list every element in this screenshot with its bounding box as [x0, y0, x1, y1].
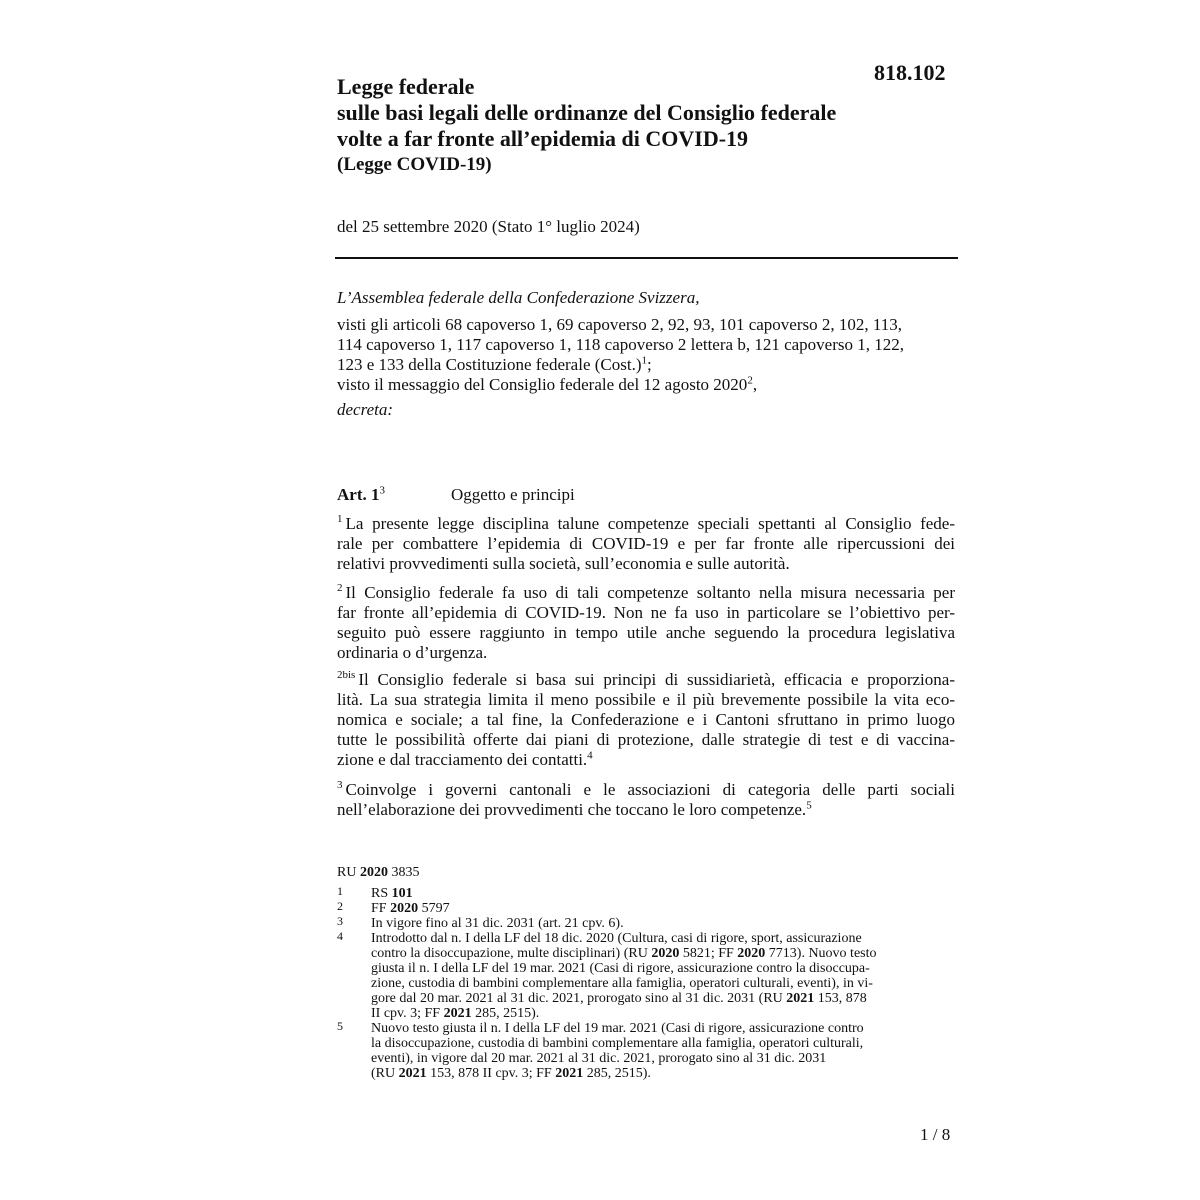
sr-number: 818.102 [874, 60, 946, 85]
footnote-text: In vigore fino al 31 dic. 2031 (art. 21 cpv. 6). [371, 916, 624, 931]
footnote-text: Nuovo testo giusta il n. I della LF del 19 mar. 2021 (Casi di rigore, assicurazione contro la disoccupazione, custodia di bambini complementare alla famiglia, operatori culturali, eventi), in vigore dal 20 mar. 2021 al 31 dic. 2021, prorogato sino al 31 dic. 2031 (RU 2021 153, 878 II cpv. 3; FF 2021 285, 2515). [371, 1021, 864, 1081]
footnote-text: RS 101 [371, 886, 413, 901]
title-line: volte a far fronte all’epidemia di COVID-19 [337, 126, 749, 151]
footnote-ref[interactable]: 1 [641, 354, 647, 367]
law-title [337, 74, 917, 152]
preamble-line: visti gli articoli 68 capoverso 1, 69 capoverso 2, 92, 93, 101 capoverso 2, 102, 113, [337, 315, 902, 334]
preamble-messaggio: visto il messaggio del Consiglio federale del 12 agosto 2020$^2$, [337, 374, 758, 394]
footnote [337, 916, 957, 931]
paragraph-marker: 3 [337, 779, 343, 792]
article-number: Art. 1 [337, 485, 380, 504]
header-divider [335, 257, 958, 259]
title-line: sulle basi legali delle ordinanze del Consiglio federale [337, 100, 837, 125]
footnote-text: FF 2020 5797 [371, 901, 450, 916]
preamble-line: 123 e 133 della Costituzione federale (Cost.)$^1$; [337, 354, 652, 374]
article-paragraph: $^1$ La presente legge disciplina talune competenze speciali spettanti al Consiglio fede- rale per combattere l’epidemia di COVID-19 e per far fronte alle ripercussioni dei relativi provvedimenti sulla società, sull’economia e sulle autorità. [337, 513, 955, 573]
paragraph-marker: 1 [337, 513, 343, 526]
footnote [337, 1021, 957, 1081]
footnote-text: Introdotto dal n. I della LF del 18 dic. 2020 (Cultura, casi di rigore, sport, assicurazione contro la disoccupazione, multe disciplinari) (RU 2020 5821; FF 2020 7713). Nuovo testo giusta il n. I della LF del 19 mar. 2021 (Casi di rigore, assicurazione contro la disoccupa- zione, custodia di bambini complementare alla famiglia, operatori culturali, eventi), in vi- gore dal 20 mar. 2021 al 31 dic. 2021, prorogato sino al 31 dic. 2031 (RU 2021 153, 878 II cpv. 3; FF 2021 285, 2515). [371, 931, 877, 1021]
article-paragraph: $^3$ Coinvolge i governi cantonali e le associazioni di categoria delle parti sociali nell’elaborazione dei provvedimenti che toccano le loro competenze.$^5$ [337, 779, 955, 819]
footnote-ref[interactable]: 4 [587, 749, 593, 762]
article-heading [337, 484, 575, 505]
footnotes [337, 886, 957, 1081]
preamble-line: 114 capoverso 1, 117 capoverso 1, 118 capoverso 2 lettera b, 121 capoverso 1, 122, [337, 335, 904, 354]
footnote-number: 3 [337, 914, 343, 928]
paragraph-marker: 2 [337, 582, 343, 595]
preamble-decreta: decreta: [337, 400, 394, 419]
footnote-number: 1 [337, 884, 343, 898]
date-line: del 25 settembre 2020 (Stato 1° luglio 2024) [337, 217, 640, 236]
short-title: (Legge COVID-19) [337, 154, 492, 175]
footnote-number: 2 [337, 899, 343, 913]
footnote-number: 4 [337, 929, 343, 943]
title-line: Legge federale [337, 74, 475, 99]
footnote [337, 886, 957, 901]
footnote-ref[interactable]: 2 [747, 374, 753, 387]
article-title: Oggetto e principi [451, 485, 575, 504]
footnote-ref[interactable]: 5 [806, 799, 812, 812]
preamble-visti [337, 315, 955, 395]
footnote [337, 931, 957, 1021]
paragraph-marker: 2bis [337, 669, 356, 682]
footnote [337, 901, 957, 916]
article-paragraph: $^{2bis}$ Il Consiglio federale si basa sui principi di sussidiarietà, efficacia e proporziona- lità. La sua strategia limita il meno possibile e il più brevemente possibile la vita eco- nomica e sociale; a tal fine, la Confederazione e i Cantoni sfruttano in primo luogo tutte le possibilità offerte dai piani di protezione, dalle strategie di test e di vaccina- zione e dal tracciamento dei contatti.$^4$ [337, 669, 955, 769]
preamble-assembly: L’Assemblea federale della Confederazione Svizzera, [337, 288, 700, 307]
ru-reference: RU 2020 3835 [337, 865, 420, 880]
footnote-number: 5 [337, 1019, 343, 1033]
article-paragraph: $^2$ Il Consiglio federale fa uso di tali competenze soltanto nella misura necessaria per far fronte all’epidemia di COVID-19. Non ne fa uso in particolare se l’obiettivo per- seguito può essere raggiunto in tempo utile anche seguendo la procedura legislativa ordinaria o d’urgenza. [337, 582, 955, 662]
footnote-ref[interactable]: 3 [379, 484, 385, 497]
page-number: 1 / 8 [920, 1125, 951, 1144]
